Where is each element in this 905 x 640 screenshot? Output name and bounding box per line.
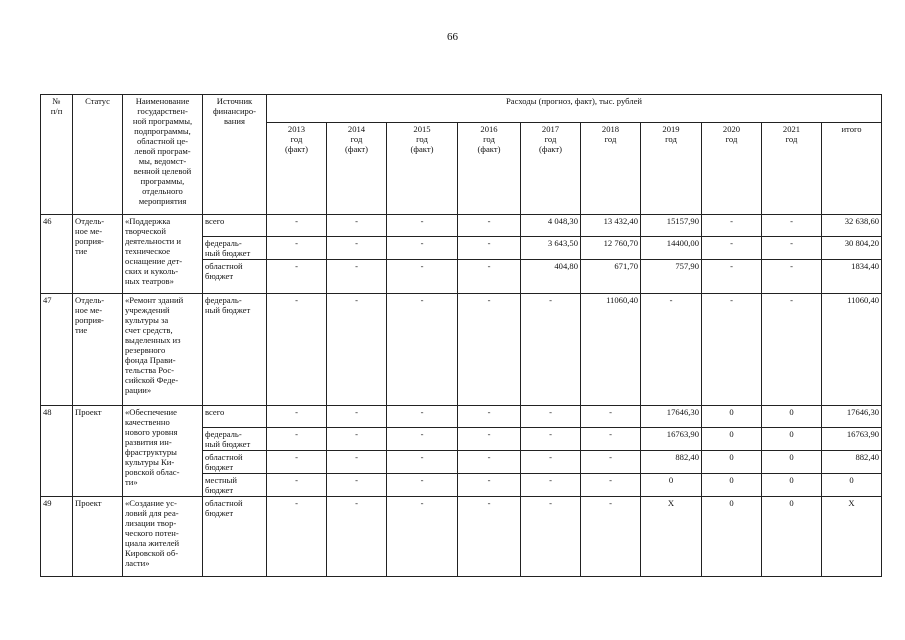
page-number: 66 (447, 31, 458, 43)
cell-value: - (387, 294, 458, 406)
cell-value: X (641, 497, 702, 577)
row-source: областной бюджет (203, 260, 267, 294)
cell-value: 757,90 (641, 260, 702, 294)
header-year: 2017 год (факт) (521, 123, 581, 215)
row-status: Отдель- ное ме- роприя- тие (73, 294, 123, 406)
cell-value: - (267, 451, 327, 474)
cell-value: - (387, 260, 458, 294)
row-source: федераль- ный бюджет (203, 294, 267, 406)
cell-value: - (327, 474, 387, 497)
cell-total: 882,40 (822, 451, 882, 474)
cell-value: - (641, 294, 702, 406)
cell-value: 0 (762, 451, 822, 474)
cell-value: - (458, 451, 521, 474)
cell-value: - (521, 497, 581, 577)
row-num: 48 (41, 406, 73, 497)
row-num: 46 (41, 215, 73, 294)
header-year: 2013 год (факт) (267, 123, 327, 215)
cell-value: 4 048,30 (521, 215, 581, 237)
cell-value: - (458, 260, 521, 294)
cell-value: - (387, 406, 458, 428)
cell-value: 0 (641, 474, 702, 497)
cell-value: - (458, 294, 521, 406)
cell-value: - (702, 294, 762, 406)
cell-value: - (458, 428, 521, 451)
cell-value: - (387, 237, 458, 260)
header-year: 2014 год (факт) (327, 123, 387, 215)
row-name: «Ремонт зданий учреждений культуры за счет средств, выделенных из резервного фонда Прави- тельства Рос- сийской Феде- рации» (123, 294, 203, 406)
cell-value: 0 (762, 428, 822, 451)
row-status: Проект (73, 497, 123, 577)
row-name: «Создание ус- ловий для реа- лизации твор- ческого потен- циала жителей Кировской об- ласти» (123, 497, 203, 577)
row-source: местный бюджет (203, 474, 267, 497)
cell-value: - (762, 237, 822, 260)
cell-value: 17646,30 (641, 406, 702, 428)
table-row (41, 406, 882, 428)
cell-value: - (387, 474, 458, 497)
row-source: областной бюджет (203, 451, 267, 474)
cell-value: 0 (702, 451, 762, 474)
header-num: № п/п (41, 95, 73, 215)
row-source: федераль- ный бюджет (203, 428, 267, 451)
budget-table (40, 94, 882, 577)
row-status: Отдель- ное ме- роприя- тие (73, 215, 123, 294)
header-name: Наименование государствен- ной программы, подпрограммы, областной це- левой програм- мы, ведомст- венной целевой программы, отдельного мероприятия (123, 95, 203, 215)
row-num: 47 (41, 294, 73, 406)
row-source: всего (203, 406, 267, 428)
row-status: Проект (73, 406, 123, 497)
cell-value: - (581, 497, 641, 577)
cell-value: - (581, 428, 641, 451)
cell-value: - (327, 428, 387, 451)
cell-value: 882,40 (641, 451, 702, 474)
cell-total: 17646,30 (822, 406, 882, 428)
cell-value: - (458, 215, 521, 237)
row-source: областной бюджет (203, 497, 267, 577)
header-year: 2021 год (762, 123, 822, 215)
cell-value: - (581, 406, 641, 428)
cell-total: 11060,40 (822, 294, 882, 406)
cell-value: - (327, 215, 387, 237)
cell-total: 32 638,60 (822, 215, 882, 237)
cell-total: X (822, 497, 882, 577)
cell-value: - (702, 215, 762, 237)
row-num: 49 (41, 497, 73, 577)
cell-value: 12 760,70 (581, 237, 641, 260)
header-year: 2020 год (702, 123, 762, 215)
cell-total: 30 804,20 (822, 237, 882, 260)
cell-value: - (521, 294, 581, 406)
cell-value: 13 432,40 (581, 215, 641, 237)
row-source: всего (203, 215, 267, 237)
cell-value: - (267, 497, 327, 577)
cell-value: - (521, 474, 581, 497)
cell-value: - (267, 294, 327, 406)
header-year: 2016 год (факт) (458, 123, 521, 215)
cell-value: - (267, 474, 327, 497)
cell-value: - (581, 451, 641, 474)
cell-value: 0 (702, 497, 762, 577)
cell-value: - (762, 294, 822, 406)
table-row (41, 497, 882, 577)
cell-value: - (521, 406, 581, 428)
cell-value: - (327, 406, 387, 428)
cell-value: - (581, 474, 641, 497)
cell-value: 404,80 (521, 260, 581, 294)
cell-value: 0 (762, 406, 822, 428)
cell-value: - (327, 451, 387, 474)
cell-value: - (267, 215, 327, 237)
cell-value: - (267, 260, 327, 294)
header-year: 2018 год (581, 123, 641, 215)
cell-value: - (387, 428, 458, 451)
cell-value: - (702, 260, 762, 294)
cell-value: - (267, 428, 327, 451)
cell-value: - (458, 237, 521, 260)
cell-value: 0 (702, 406, 762, 428)
cell-value: - (458, 406, 521, 428)
cell-value: - (267, 237, 327, 260)
cell-value: - (267, 406, 327, 428)
row-name: «Обеспечение качественно нового уровня развития ин- фраструктуры культуры Ки- ровской облас- ти» (123, 406, 203, 497)
cell-value: - (327, 260, 387, 294)
table-row (41, 294, 882, 406)
cell-total: 1834,40 (822, 260, 882, 294)
cell-value: - (387, 215, 458, 237)
cell-total: 16763,90 (822, 428, 882, 451)
cell-value: - (762, 260, 822, 294)
cell-value: - (327, 497, 387, 577)
cell-value: - (762, 215, 822, 237)
header-year: 2019 год (641, 123, 702, 215)
table-row (41, 215, 882, 237)
header-total: итого (822, 123, 882, 215)
cell-value: 16763,90 (641, 428, 702, 451)
cell-value: 0 (762, 497, 822, 577)
cell-value: 671,70 (581, 260, 641, 294)
cell-value: 11060,40 (581, 294, 641, 406)
cell-value: - (327, 294, 387, 406)
cell-value: - (521, 451, 581, 474)
cell-value: 0 (702, 474, 762, 497)
cell-value: - (521, 428, 581, 451)
cell-value: - (387, 451, 458, 474)
row-source: федераль- ный бюджет (203, 237, 267, 260)
cell-value: - (327, 237, 387, 260)
cell-total: 0 (822, 474, 882, 497)
header-source: Источник финансиро- вания (203, 95, 267, 215)
cell-value: 15157,90 (641, 215, 702, 237)
row-name: «Поддержка творческой деятельности и техническое оснащение дет- ских и куколь- ных театров» (123, 215, 203, 294)
header-expenses: Расходы (прогноз, факт), тыс. рублей (267, 95, 882, 123)
cell-value: 3 643,50 (521, 237, 581, 260)
header-year: 2015 год (факт) (387, 123, 458, 215)
cell-value: - (458, 497, 521, 577)
cell-value: 14400,00 (641, 237, 702, 260)
header-status: Статус (73, 95, 123, 215)
cell-value: - (702, 237, 762, 260)
cell-value: 0 (702, 428, 762, 451)
cell-value: 0 (762, 474, 822, 497)
cell-value: - (387, 497, 458, 577)
cell-value: - (458, 474, 521, 497)
